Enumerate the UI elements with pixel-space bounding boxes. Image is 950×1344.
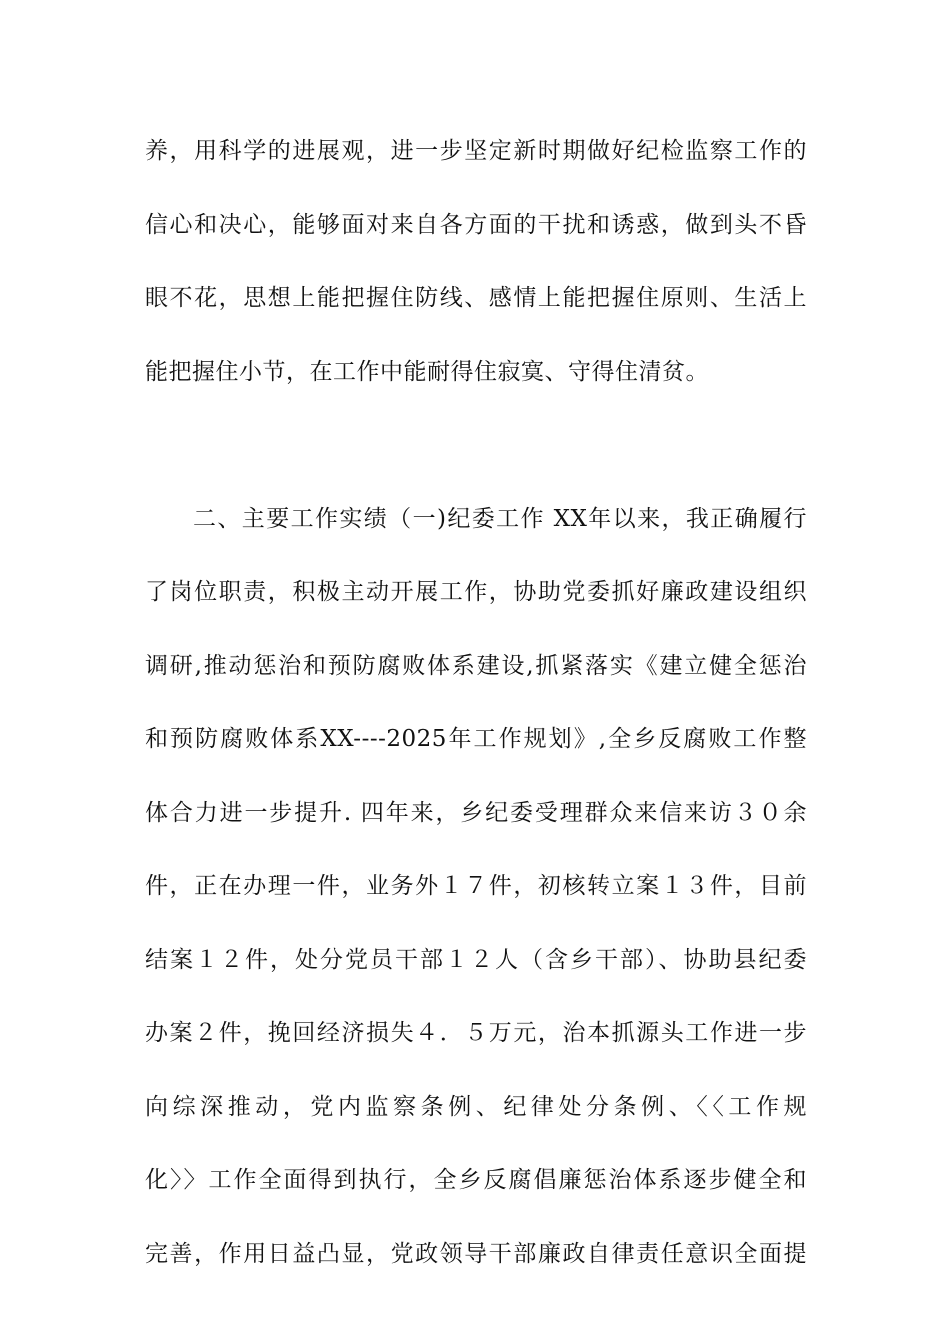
text-line: 向综深推动，党内监察条例、纪律处分条例、〈〈工作规	[145, 1093, 807, 1120]
text-line: 信心和决心，能够面对来自各方面的干扰和诱惑，做到头不昏	[145, 211, 807, 238]
text-line: 结案１２件，处分党员干部１２人（含乡干部）、协助县纪委	[145, 946, 807, 973]
text-line: 养，用科学的进展观，进一步坚定新时期做好纪检监察工作的	[145, 138, 807, 164]
text-line: 体合力进一步提升. 四年来，乡纪委受理群众来信来访３０余	[145, 799, 807, 826]
paragraph-gap	[145, 420, 807, 494]
text-line: 了岗位职责，积极主动开展工作，协助党委抓好廉政建设组织	[145, 579, 807, 605]
text-line: 完善，作用日益凸显，党政领导干部廉政自律责任意识全面提	[145, 1240, 807, 1267]
text-line: 调研,推动惩治和预防腐败体系建设,抓紧落实《建立健全惩治	[145, 652, 807, 679]
text-line: 办案２件，挽回经济损失４．５万元，治本抓源头工作进一步	[145, 1020, 807, 1046]
text-line: 和预防腐败体系XX----2025年工作规划》,全乡反腐败工作整	[145, 726, 807, 752]
text-line: 化〉〉工作全面得到执行，全乡反腐倡廉惩治体系逐步健全和	[145, 1167, 807, 1193]
text-line: 能把握住小节，在工作中能耐得住寂寞、守得住清贫。	[145, 358, 709, 385]
text-line: 二、主要工作实绩（一)纪委工作 XX年以来，我正确履行	[193, 505, 807, 532]
text-line: 件，正在办理一件，业务外１７件，初核转立案１３件，目前	[145, 873, 807, 899]
body-text	[145, 126, 807, 1302]
text-line: 眼不花，思想上能把握住防线、感情上能把握住原则、生活上	[145, 285, 807, 311]
